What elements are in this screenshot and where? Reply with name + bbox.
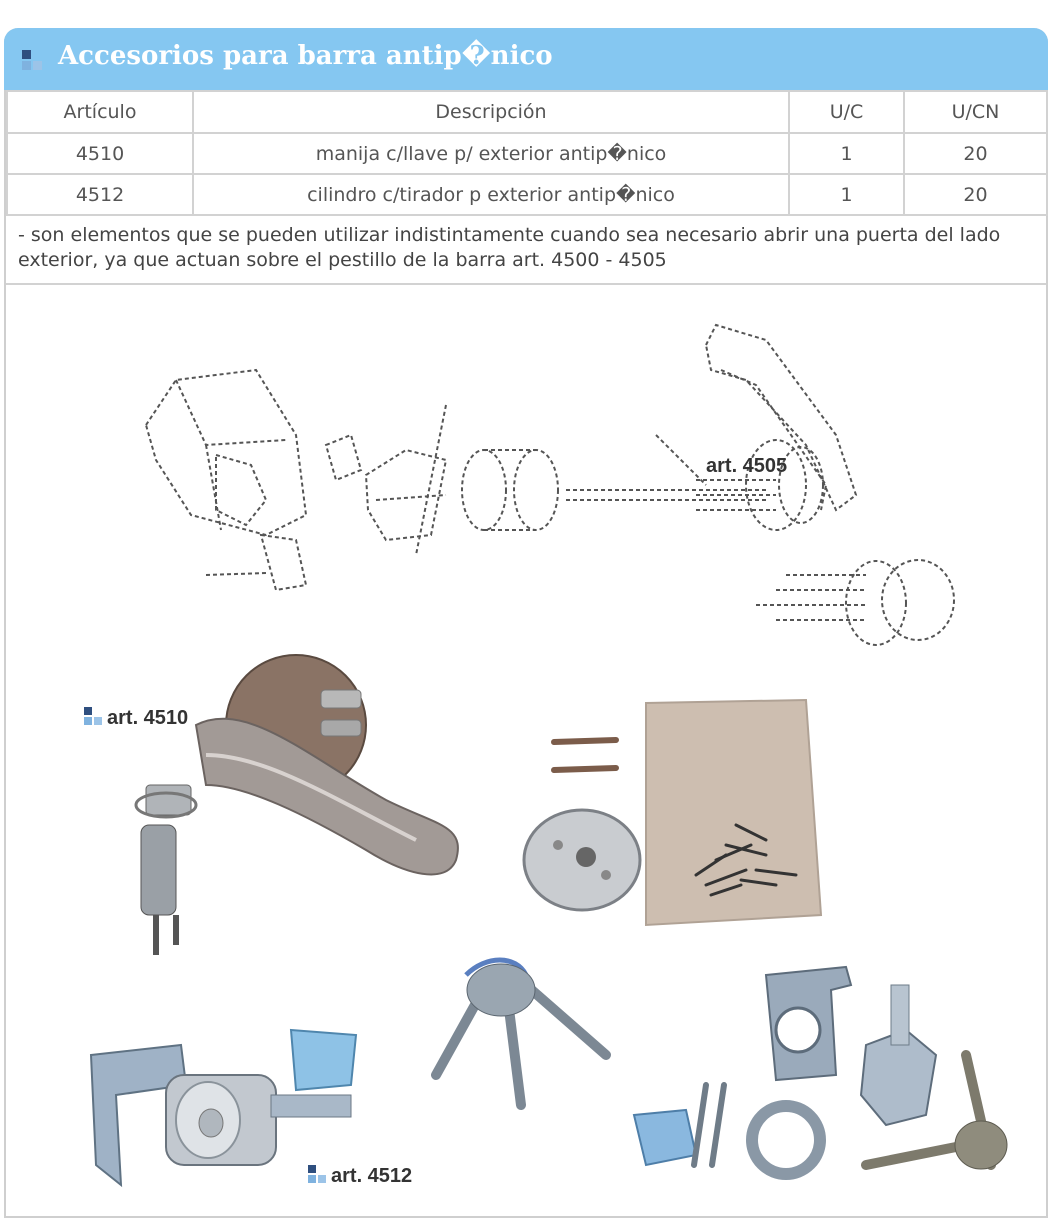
exploded-diagram [6, 285, 1046, 1218]
table-row [7, 133, 1047, 174]
column-header-articulo: Artículo [7, 91, 193, 133]
label-art-4510: art. 4510 [107, 707, 189, 729]
column-header-uc: U/C [789, 91, 904, 133]
label-art-4512: art. 4512 [331, 1165, 413, 1187]
table-row [7, 174, 1047, 215]
cell-descripcion: manija c/llave p/ exterior antip�nico [193, 133, 789, 174]
cell-uc: 1 [789, 133, 904, 174]
panel-title: Accesorios para barra antip�nico [58, 41, 553, 71]
squares-icon [308, 1165, 328, 1183]
table-header-row [7, 91, 1047, 133]
cell-articulo: 4510 [7, 133, 193, 174]
label-art-4505: art. 4505 [706, 455, 788, 477]
product-illustration [6, 285, 1046, 1218]
cell-descripcion: cilindro c/tirador p exterior antip�nico [193, 174, 789, 215]
cell-ucn: 20 [904, 133, 1047, 174]
cell-articulo: 4512 [7, 174, 193, 215]
accessories-panel [4, 28, 1048, 1218]
cell-ucn: 20 [904, 174, 1047, 215]
label-art-4512-wrap [308, 1165, 412, 1188]
panel-header [4, 28, 1048, 90]
cell-uc: 1 [789, 174, 904, 215]
squares-icon [84, 707, 104, 725]
column-header-descripcion: Descripción [193, 91, 789, 133]
usage-note: - son elementos que se pueden utilizar indistintamente cuando sea necesario abrir una puerta del lado exterior, ya que actuan sobre el pestillo de la barra art. 4500 - 4505 [6, 215, 1046, 285]
products-table [6, 90, 1048, 216]
column-header-ucn: U/CN [904, 91, 1047, 133]
label-art-4510-wrap [84, 707, 188, 730]
